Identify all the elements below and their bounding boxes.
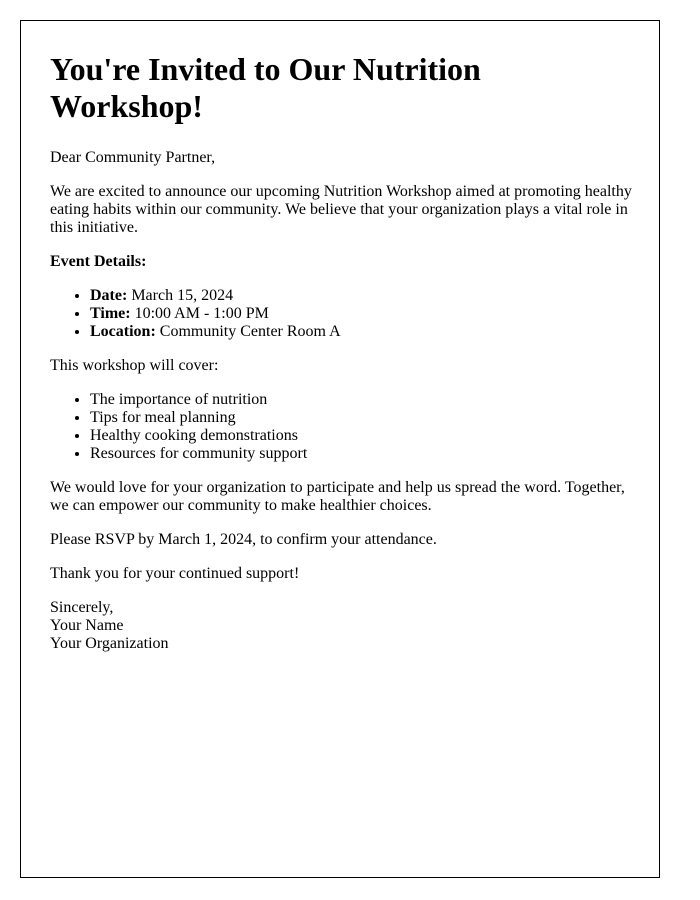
letter-content (50, 51, 640, 653)
detail-date (90, 287, 640, 305)
detail-location-label: Location: (90, 323, 156, 340)
sender-name: Your Name (50, 617, 124, 634)
topic-item: • Tips for meal planning (90, 409, 640, 427)
detail-time (90, 305, 640, 323)
letter-title: You're Invited to Our Nutrition Workshop! (50, 51, 481, 124)
topics-list (50, 391, 640, 463)
thanks-paragraph: Thank you for your continued support! (50, 565, 300, 582)
signature-block (50, 599, 640, 653)
detail-location (90, 323, 640, 341)
detail-location-value: Community Center Room A (159, 323, 341, 340)
event-details-heading: Event Details: (50, 253, 147, 270)
sender-organization: Your Organization (50, 635, 169, 652)
topics-intro: This workshop will cover: (50, 357, 219, 374)
detail-date-value: March 15, 2024 (131, 287, 234, 304)
topic-item: • The importance of nutrition (90, 391, 640, 409)
detail-time-value: 10:00 AM - 1:00 PM (134, 305, 269, 322)
letter-page (20, 20, 660, 878)
participation-paragraph: We would love for your organization to participate and help us spread the word. Together, we can empower our community to make healthier choices. (50, 479, 625, 514)
detail-date-label: Date: (90, 287, 128, 304)
topic-item: • Resources for community support (90, 445, 640, 463)
detail-time-label: Time: (90, 305, 131, 322)
closing: Sincerely, (50, 599, 114, 616)
event-details-list (50, 287, 640, 341)
topic-item: • Healthy cooking demonstrations (90, 427, 640, 445)
intro-paragraph: We are excited to announce our upcoming Nutrition Workshop aimed at promoting healthy eating habits within our community. We believe that your organization plays a vital role in this initiative. (50, 183, 632, 236)
salutation: Dear Community Partner, (50, 149, 216, 166)
rsvp-paragraph: Please RSVP by March 1, 2024, to confirm your attendance. (50, 531, 437, 548)
